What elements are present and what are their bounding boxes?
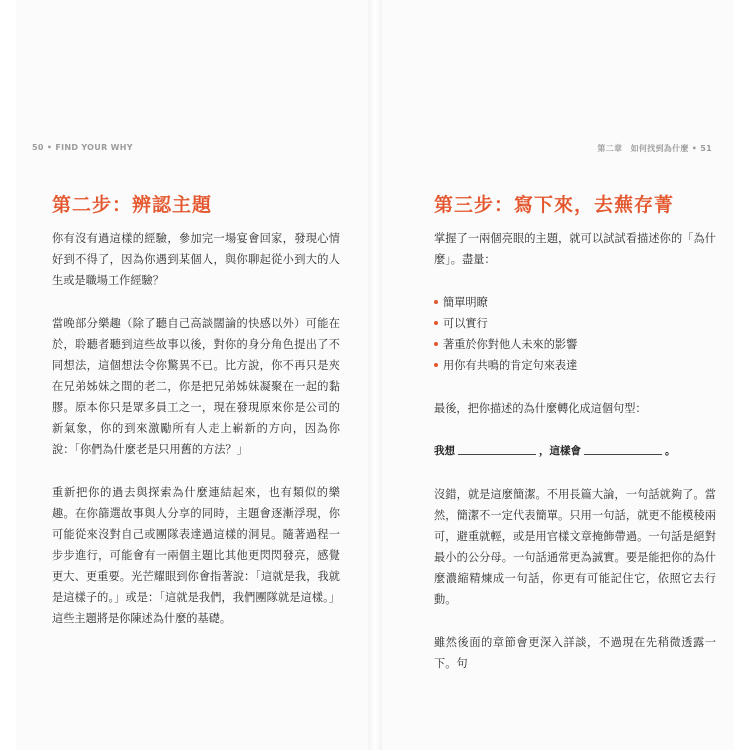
- guideline-list: [434, 292, 716, 376]
- left-body: [52, 228, 340, 651]
- right-transition: 最後，把你描述的為什麼轉化成這個句型：: [434, 402, 647, 415]
- guideline-item: 簡單明瞭: [434, 292, 716, 313]
- template-part-2: ，這樣會: [539, 445, 581, 457]
- right-body: [434, 228, 716, 696]
- guideline-item: 用你有共鳴的肯定句來表達: [434, 355, 716, 376]
- template-blank-1: [458, 444, 536, 455]
- template-part-1: 我想: [434, 445, 455, 457]
- why-statement-template: [434, 441, 716, 462]
- template-blank-2: [584, 444, 662, 455]
- guideline-item: 著重於你對他人未來的影響: [434, 334, 716, 355]
- right-running-head: 第二章 如何找到為什麼 • 51: [597, 144, 712, 153]
- left-running-head: 50 • FIND YOUR WHY: [32, 143, 133, 152]
- left-paragraph-1: 你有沒有過這樣的經驗，參加完一場宴會回家，發現心情好到不得了，因為你遇到某個人，與你聊起從小到大的人生或是職場工作經驗？: [52, 232, 340, 287]
- book-gutter: [368, 0, 382, 750]
- left-paragraph-2: 當晚部分樂趣（除了聽自己高談闊論的快感以外）可能在於，聆聽者聽到這些故事以後，對你的身分角色提出了不同想法，這個想法令你驚異不已。比方說，你不再只是夾在兄弟姊妹之間的老二，你是把兄弟姊妹凝聚在一起的黏膠。原本你只是眾多員工之一，現在發現原來你是公司的新氣象，你的到來激勵所有人走上嶄新的方向，因為你說：「你們為什麼老是只用舊的方法？」: [52, 317, 340, 456]
- guideline-item: 可以實行: [434, 313, 716, 334]
- right-section-title: 第三步：寫下來，去蕪存菁: [434, 194, 675, 216]
- right-page: [382, 0, 734, 750]
- template-part-3: 。: [665, 445, 676, 457]
- left-section-title: 第二步：辨認主題: [52, 194, 213, 216]
- left-paragraph-3: 重新把你的過去與探索為什麼連結起來，也有類似的樂趣。在你篩選故事與人分享的同時，主題會逐漸浮現，你可能從來沒對自己或團隊表達過這樣的洞見。隨著過程一步步進行，可能會有一兩個主題比其他更閃閃發亮，感覺更大、更重要。光芒耀眼到你會指著說：「這就是我，我就是這樣子的。」或是：「這就是我們，我們團隊就是這樣。」這些主題將是你陳述為什麼的基礎。: [52, 486, 340, 625]
- left-page: [16, 0, 368, 750]
- right-intro: 掌握了一兩個亮眼的主題，就可以試試看描述你的「為什麼」。盡量：: [434, 232, 716, 266]
- right-paragraph-1: 沒錯，就是這麼簡潔。不用長篇大論，一句話就夠了。當然，簡潔不一定代表簡單。只用一句話，就更不能模稜兩可，避重就輕，或是用官樣文章掩飾帶過。一句話是絕對最小的公分母。一句話通常更為誠實。要是能把你的為什麼濃縮精煉成一句話，你更有可能記住它，依照它去行動。: [434, 488, 716, 606]
- right-paragraph-2: 雖然後面的章節會更深入詳談，不過現在先稍微透露一下。句: [434, 636, 716, 670]
